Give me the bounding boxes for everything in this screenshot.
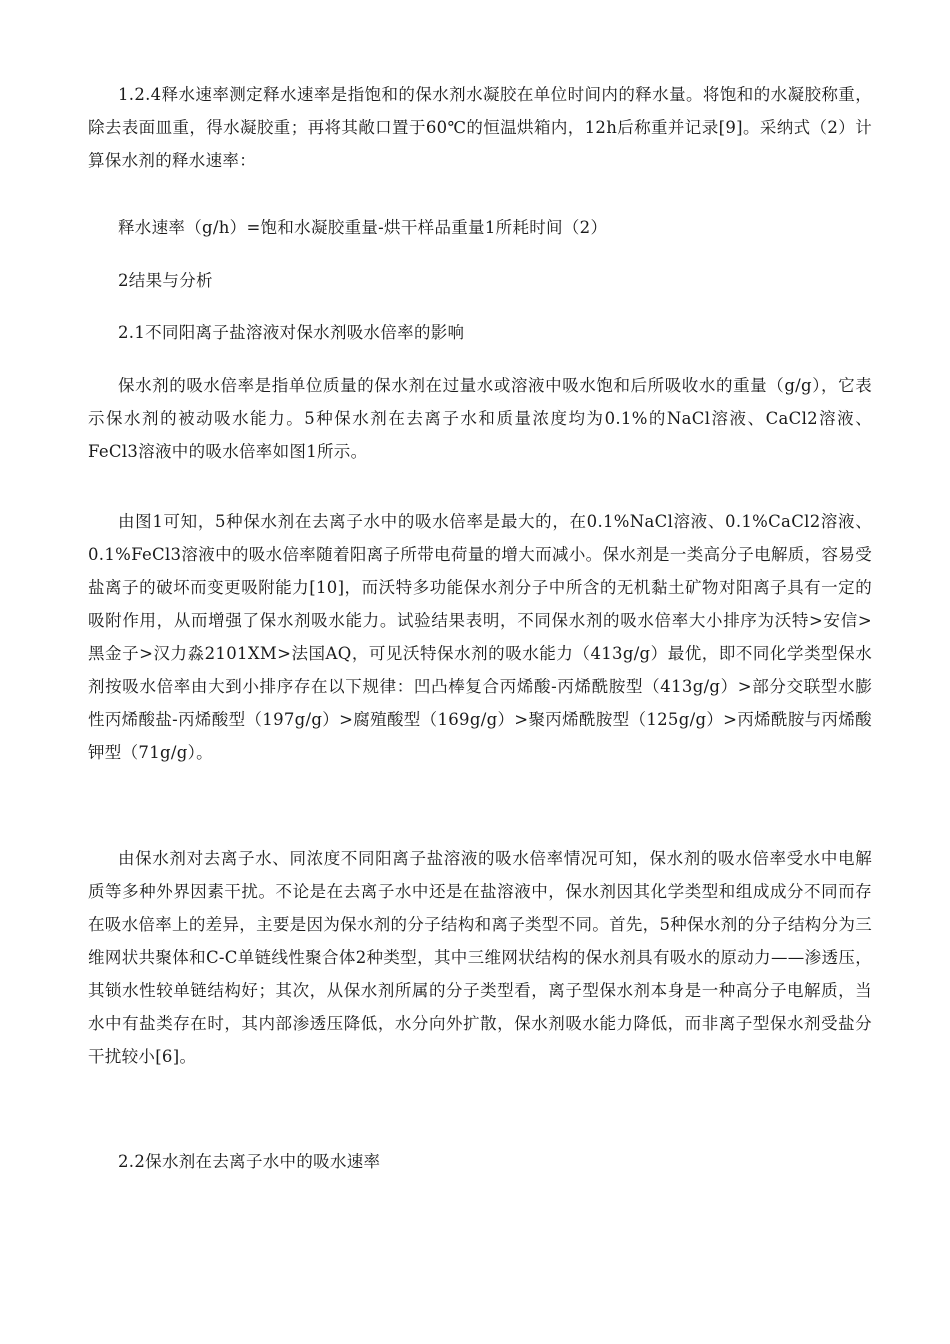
subsection-heading-2-2: 2.2保水剂在去离子水中的吸水速率 <box>118 1152 381 1171</box>
paragraph-release-rate-method: 1.2.4释水速率测定释水速率是指饱和的保水剂水凝胶在单位时间内的释水量。将饱和的水凝胶称重，除去表面皿重，得水凝胶重；再将其敞口置于60℃的恒温烘箱内，12h后称重并记录[9]。采纳式（2）计算保水剂的释水速率： <box>88 85 872 170</box>
paragraph-structure-discussion: 由保水剂对去离子水、同浓度不同阳离子盐溶液的吸水倍率情况可知，保水剂的吸水倍率受水中电解质等多种外界因素干扰。不论是在去离子水中还是在盐溶液中，保水剂因其化学类型和组成成分不同而存在吸水倍率上的差异，主要是因为保水剂的分子结构和离子类型不同。首先，5种保水剂的分子结构分为三维网状共聚体和C-C单链线性聚合体2种类型，其中三维网状结构的保水剂具有吸水的原动力——渗透压，其锁水性较单链结构好；其次，从保水剂所属的分子类型看，离子型保水剂本身是一种高分子电解质，当水中有盐类存在时，其内部渗透压降低，水分向外扩散，保水剂吸水能力降低，而非离子型保水剂受盐分干扰较小[6]。 <box>88 849 872 1066</box>
subsection-heading-2-1: 2.1不同阳离子盐溶液对保水剂吸水倍率的影响 <box>118 323 465 342</box>
formula-release-rate: 释水速率（g/h）=饱和水凝胶重量-烘干样品重量1所耗时间（2） <box>118 218 608 237</box>
section-heading-results: 2结果与分析 <box>118 271 213 290</box>
paragraph-figure1-analysis: 由图1可知，5种保水剂在去离子水中的吸水倍率是最大的，在0.1%NaCl溶液、0.1%CaCl2溶液、0.1%FeCl3溶液中的吸水倍率随着阳离子所带电荷量的增大而减小。保水剂是一类高分子电解质，容易受盐离子的破坏而变更吸附能力[10]，而沃特多功能保水剂分子中所含的无机黏土矿物对阳离子具有一定的吸附作用，从而增强了保水剂吸水能力。试验结果表明，不同保水剂的吸水倍率大小排序为沃特>安信>黑金子>汉力淼2101XM>法国AQ，可见沃特保水剂的吸水能力（413g/g）最优，即不同化学类型保水剂按吸水倍率由大到小排序存在以下规律：凹凸棒复合丙烯酸-丙烯酰胺型（413g/g）>部分交联型水膨性丙烯酸盐-丙烯酸型（197g/g）>腐殖酸型（169g/g）>聚丙烯酰胺型（125g/g）>丙烯酰胺与丙烯酸钾型（71g/g）。 <box>88 512 872 762</box>
paragraph-absorption-definition: 保水剂的吸水倍率是指单位质量的保水剂在过量水或溶液中吸水饱和后所吸收水的重量（g/g），它表示保水剂的被动吸水能力。5种保水剂在去离子水和质量浓度均为0.1%的NaCl溶液、CaCl2溶液、FeCl3溶液中的吸水倍率如图1所示。 <box>88 376 872 461</box>
